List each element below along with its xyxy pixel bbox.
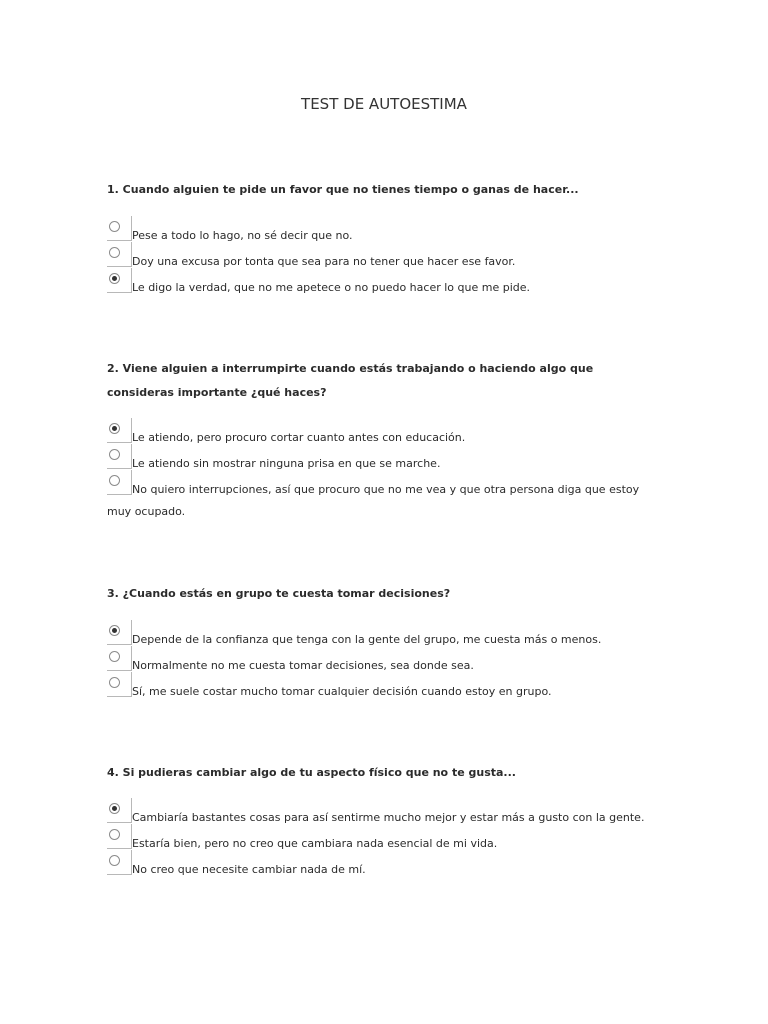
q2-radio-2[interactable] xyxy=(107,444,132,469)
q4-option-2 xyxy=(107,824,677,850)
q4-radio-1[interactable] xyxy=(107,798,132,823)
q1-option-1 xyxy=(107,216,677,242)
question-1-options xyxy=(107,216,677,294)
q4-option-1-label: Cambiaría bastantes cosas para así sentirme mucho mejor y estar más a gusto con la gente. xyxy=(132,811,645,824)
radio-icon xyxy=(109,803,120,814)
q1-radio-2[interactable] xyxy=(107,242,132,267)
radio-icon xyxy=(109,475,120,486)
question-3: 3. ¿Cuando estás en grupo te cuesta tomar decisiones? xyxy=(107,587,451,600)
q2-option-1-label: Le atiendo, pero procuro cortar cuanto antes con educación. xyxy=(132,431,466,444)
radio-icon xyxy=(109,423,120,434)
radio-icon xyxy=(109,449,120,460)
q2-option-3 xyxy=(107,470,677,496)
radio-icon xyxy=(109,651,120,662)
question-2 xyxy=(107,357,627,405)
q4-option-3-label: No creo que necesite cambiar nada de mí. xyxy=(132,863,366,876)
q1-option-2 xyxy=(107,242,677,268)
question-3-options xyxy=(107,620,677,698)
q4-radio-2[interactable] xyxy=(107,824,132,849)
q2-radio-3[interactable] xyxy=(107,470,132,495)
q4-option-1 xyxy=(107,798,677,824)
q3-option-2 xyxy=(107,646,677,672)
radio-icon xyxy=(109,273,120,284)
q1-option-1-label: Pese a todo lo hago, no sé decir que no. xyxy=(132,229,353,242)
question-4-options xyxy=(107,798,677,876)
q3-radio-3[interactable] xyxy=(107,672,132,697)
q3-radio-2[interactable] xyxy=(107,646,132,671)
question-2-line-2: consideras importante ¿qué haces? xyxy=(107,386,327,399)
q3-option-2-label: Normalmente no me cuesta tomar decisiones, sea donde sea. xyxy=(132,659,474,672)
radio-icon xyxy=(109,829,120,840)
radio-icon xyxy=(109,221,120,232)
radio-icon xyxy=(109,855,120,866)
q3-option-3 xyxy=(107,672,677,698)
q1-option-2-label: Doy una excusa por tonta que sea para no tener que hacer ese favor. xyxy=(132,255,516,268)
q2-option-3-label: No quiero interrupciones, así que procuro que no me vea y que otra persona diga que estoy xyxy=(132,483,640,496)
radio-icon xyxy=(109,677,120,688)
question-2-line-1: 2. Viene alguien a interrumpirte cuando estás trabajando o haciendo algo que xyxy=(107,362,594,375)
q3-radio-1[interactable] xyxy=(107,620,132,645)
radio-icon xyxy=(109,247,120,258)
page-title: TEST DE AUTOESTIMA xyxy=(301,95,467,113)
question-2-options xyxy=(107,418,677,496)
q2-option-2 xyxy=(107,444,677,470)
radio-icon xyxy=(109,625,120,636)
q3-option-1-label: Depende de la confianza que tenga con la gente del grupo, me cuesta más o menos. xyxy=(132,633,602,646)
q1-radio-3[interactable] xyxy=(107,268,132,293)
q1-option-3-label: Le digo la verdad, que no me apetece o no puedo hacer lo que me pide. xyxy=(132,281,530,294)
q1-radio-1[interactable] xyxy=(107,216,132,241)
q1-option-3 xyxy=(107,268,677,294)
q4-option-3 xyxy=(107,850,677,876)
q2-option-1 xyxy=(107,418,677,444)
q4-option-2-label: Estaría bien, pero no creo que cambiara nada esencial de mi vida. xyxy=(132,837,498,850)
q2-option-3-label-continued: muy ocupado. xyxy=(107,505,186,518)
q3-option-3-label: Sí, me suele costar mucho tomar cualquier decisión cuando estoy en grupo. xyxy=(132,685,552,698)
question-1: 1. Cuando alguien te pide un favor que no tienes tiempo o ganas de hacer... xyxy=(107,183,579,196)
q3-option-1 xyxy=(107,620,677,646)
question-4: 4. Si pudieras cambiar algo de tu aspecto físico que no te gusta... xyxy=(107,766,516,779)
q2-option-2-label: Le atiendo sin mostrar ninguna prisa en que se marche. xyxy=(132,457,441,470)
q4-radio-3[interactable] xyxy=(107,850,132,875)
q2-radio-1[interactable] xyxy=(107,418,132,443)
